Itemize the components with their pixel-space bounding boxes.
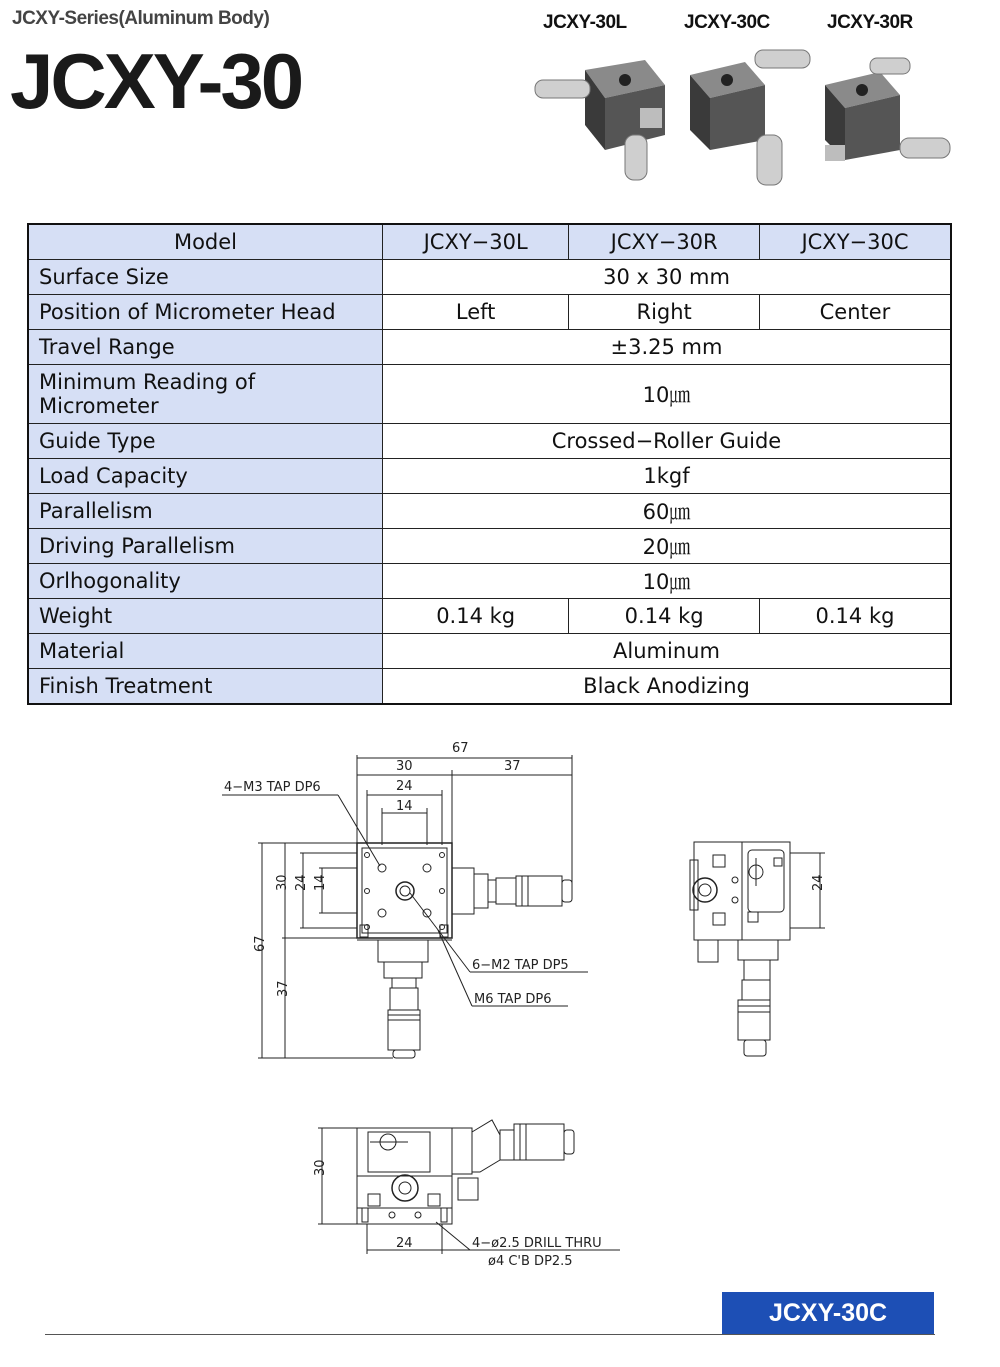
dim-67-top: 67 (452, 741, 469, 756)
note-m2-tap: 6−M2 TAP DP5 (472, 958, 569, 973)
note-counterbore: ø4 C'B DP2.5 (488, 1254, 573, 1269)
row-value: ±3.25 mm (383, 330, 952, 365)
product-label-30l: JCXY-30L (543, 12, 627, 33)
dim-14-left: 14 (313, 874, 328, 891)
dim-24-bottom: 24 (396, 1236, 413, 1251)
dim-30-left: 30 (275, 874, 290, 891)
row-label: Travel Range (28, 330, 383, 365)
dim-24-top: 24 (396, 779, 413, 794)
row-label: Parallelism (28, 494, 383, 529)
row-label: Finish Treatment (28, 669, 383, 705)
dim-67-left: 67 (253, 935, 268, 952)
row-value: Left (383, 295, 569, 330)
row-value: 20㎛ (383, 529, 952, 564)
header-30c: JCXY−30C (759, 224, 951, 260)
row-value: Right (569, 295, 760, 330)
header-model: Model (28, 224, 383, 260)
row-label: Guide Type (28, 424, 383, 459)
dim-37-top: 37 (504, 759, 521, 774)
row-value: 10㎛ (383, 365, 952, 424)
side-view (690, 842, 825, 1056)
row-value: 0.14 kg (383, 599, 569, 634)
page-title: JCXY-30 (10, 37, 302, 125)
series-title: JCXY-Series(Aluminum Body) (12, 8, 270, 29)
row-value: 10㎛ (383, 564, 952, 599)
row-value: Aluminum (383, 634, 952, 669)
dim-37-left: 37 (276, 980, 291, 997)
row-label: Orlhogonality (28, 564, 383, 599)
note-drill-thru: 4−ø2.5 DRILL THRU (472, 1236, 602, 1251)
row-label: Position of Micrometer Head (28, 295, 383, 330)
row-value: 1kgf (383, 459, 952, 494)
dim-30-top: 30 (396, 759, 413, 774)
header-30r: JCXY−30R (569, 224, 760, 260)
row-label: Surface Size (28, 260, 383, 295)
row-label: Weight (28, 599, 383, 634)
dim-24-left: 24 (294, 874, 309, 891)
row-value: 60㎛ (383, 494, 952, 529)
dim-14-top: 14 (396, 799, 413, 814)
row-value: Center (759, 295, 951, 330)
row-value: 0.14 kg (759, 599, 951, 634)
row-value: Black Anodizing (383, 669, 952, 705)
row-value: Crossed−Roller Guide (383, 424, 952, 459)
footer-divider (45, 1334, 935, 1335)
dim-24-side: 24 (811, 874, 826, 891)
row-label: Driving Parallelism (28, 529, 383, 564)
row-label: Load Capacity (28, 459, 383, 494)
product-label-30c: JCXY-30C (684, 12, 770, 33)
note-m6-tap: M6 TAP DP6 (474, 992, 552, 1007)
product-label-30r: JCXY-30R (827, 12, 913, 33)
front-view (318, 1120, 620, 1254)
row-label: Material (28, 634, 383, 669)
row-label: Minimum Reading of Micrometer (28, 365, 383, 424)
note-m3-tap: 4−M3 TAP DP6 (224, 780, 321, 795)
model-badge: JCXY-30C (722, 1292, 934, 1335)
row-value: 30 x 30 mm (383, 260, 952, 295)
row-value: 0.14 kg (569, 599, 760, 634)
header-30l: JCXY−30L (383, 224, 569, 260)
dim-30-bottom: 30 (313, 1159, 328, 1176)
